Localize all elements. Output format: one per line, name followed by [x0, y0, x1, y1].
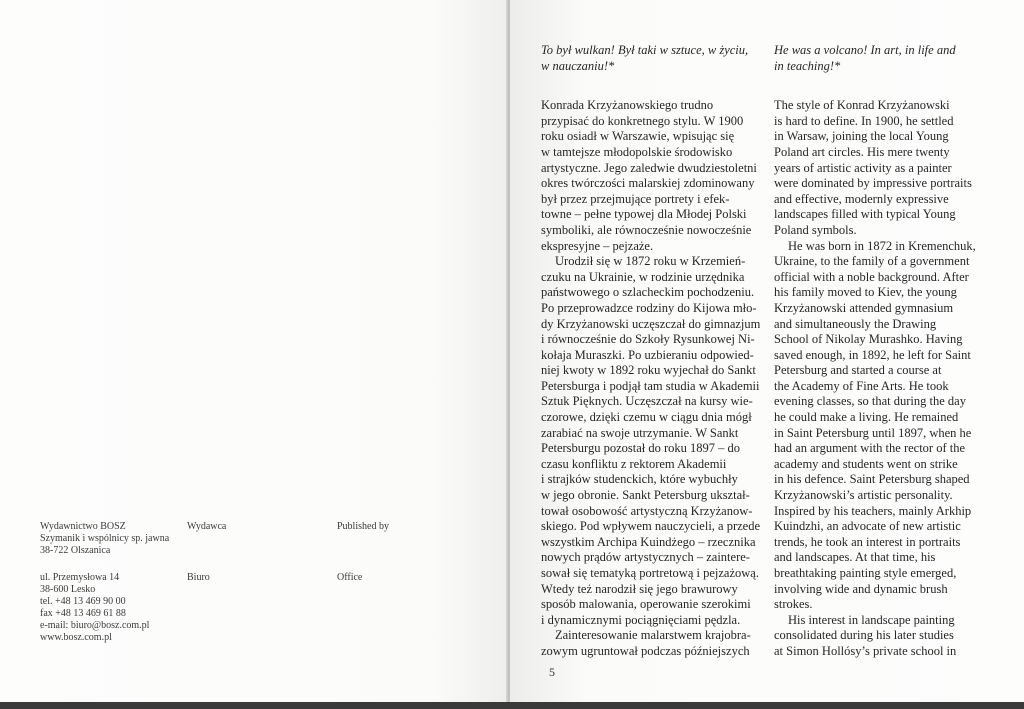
text-line: official with a noble background. After [774, 269, 969, 284]
polish-column [541, 43, 773, 660]
imprint-line: ul. Przemysłowa 14 [40, 572, 120, 583]
imprint-line: Wydawnictwo BOSZ [40, 521, 126, 532]
text-line: He was born in 1872 in Kremenchuk, [788, 238, 976, 253]
text-line: państwowego o szlacheckim pochodzeniu. [541, 285, 755, 300]
text-line: wszystkim Archipa Kuindżego – rzecznika [541, 534, 756, 549]
text-line: zarabiać na swoje utrzymanie. W Sankt [541, 425, 739, 440]
text-line: był przez przejmujące portrety i efek- [541, 191, 730, 206]
english-motto [774, 43, 1018, 74]
motto-line: He was a volcano! In art, in life and [774, 43, 956, 57]
text-line: tował osobowość artystyczną Krzyżanow- [541, 503, 753, 518]
text-line: years of artistic activity as a painter [774, 160, 952, 175]
text-line: at Simon Hollósy’s private school in [774, 643, 957, 658]
motto-line: in teaching!* [774, 58, 841, 73]
text-line: w jego obronie. Sankt Petersburg ukształ- [541, 488, 750, 503]
text-line: The style of Konrad Krzyżanowski [774, 98, 950, 113]
text-line: przypisać do konkretnego stylu. W 1900 [541, 113, 744, 128]
text-line: Zainteresowanie malarstwem krajobra- [555, 628, 751, 643]
text-line: academy and students went on strike [774, 456, 958, 471]
text-line: symboliki, ale równocześnie nowocześnie [541, 222, 752, 237]
text-line: breathtaking painting style emerged, [774, 566, 957, 580]
text-line: i dynamicznymi pociągnięciami pędzla. [541, 612, 741, 627]
text-line: dy Krzyżanowski uczęszczał do gimnazjum [541, 316, 761, 331]
text-line: School of Nikolay Murashko. Having [774, 332, 963, 347]
text-line: in Saint Petersburg until 1897, when he [774, 425, 972, 440]
text-line: Konrada Krzyżanowskiego trudno [541, 98, 714, 113]
text-line: Inspired by his teachers, mainly Arkhip [774, 503, 972, 518]
text-line: sował się tematyką portretową i pejzażową. [541, 566, 759, 580]
text-line: Petersburga i podjął tam studia w Akademii [541, 378, 760, 393]
imprint-publisher-address [40, 521, 169, 557]
text-line: Wtedy też narodził się jego brawurowy [541, 581, 738, 596]
label-office-en: Office [337, 572, 363, 583]
imprint-office-address [40, 572, 149, 644]
text-line: sposób malowania, operowanie szerokimi [541, 597, 751, 612]
text-line: evening classes, so that during the day [774, 394, 966, 409]
text-line: his family moved to Kiev, the young [774, 285, 957, 300]
text-line: kołaja Muraszki. Po uzbieraniu odpowied- [541, 347, 754, 362]
english-column [774, 43, 1018, 660]
label-office-pl: Biuro [187, 572, 210, 583]
imprint-line: tel. +48 13 469 90 00 [40, 596, 126, 607]
text-line: roku osiadł w Warszawie, wpisując się [541, 129, 735, 144]
polish-body-text [541, 98, 773, 659]
text-line: Krzyżanowski’s artistic personality. [774, 488, 953, 503]
text-line: saved enough, in 1892, he left for Saint [774, 347, 971, 362]
motto-line: w nauczaniu!* [541, 58, 615, 73]
text-line: artystyczne. Jego zaledwie dwudziestoletni [541, 160, 757, 175]
text-line: nowych prądów artystycznych – zaintere- [541, 550, 750, 565]
text-line: and landscapes. At that time, his [774, 550, 936, 565]
label-publisher-pl: Wydawca [187, 521, 227, 532]
text-line: niej kwoty w 1892 roku wyjechał do Sankt [541, 363, 756, 378]
text-line: Kuindzhi, an advocate of new artistic [774, 519, 961, 534]
text-line: w tamtejsze młodopolskie środowisko [541, 144, 733, 159]
imprint-line: 38-600 Lesko [40, 584, 96, 595]
text-line: is hard to define. In 1900, he settled [774, 113, 954, 128]
text-line: zowym ugruntował podczas późniejszych [541, 643, 750, 658]
imprint-line: www.bosz.com.pl [40, 632, 112, 643]
text-line: and simultaneously the Drawing [774, 316, 937, 331]
text-line: towne – pełne typowej dla Młodej Polski [541, 207, 747, 222]
text-line: trends, he took an interest in portraits [774, 534, 961, 549]
text-line: Poland art circles. His mere twenty [774, 144, 950, 159]
text-line: Petersburg and started a course at [774, 363, 942, 378]
text-line: ekspresyjne – pejzaże. [541, 238, 654, 253]
text-line: okres twórczości malarskiej zdominowany [541, 176, 755, 191]
text-line: had an argument with the rector of the [774, 441, 966, 456]
text-line: Ukraine, to the family of a government [774, 254, 970, 269]
text-line: involving wide and dynamic brush [774, 581, 948, 596]
imprint-line: 38-722 Olszanica [40, 545, 111, 556]
imprint-line: Szymanik i wspólnicy sp. jawna [40, 533, 170, 544]
english-body-text [774, 98, 1018, 659]
text-line: strokes. [774, 597, 813, 612]
imprint-line: e-mail: biuro@bosz.com.pl [40, 620, 150, 631]
text-line: Petersburgu pozostał do roku 1897 – do [541, 441, 741, 456]
text-line: His interest in landscape painting [788, 612, 955, 627]
text-line: czuku na Ukrainie, w rodzinie urzędnika [541, 269, 745, 284]
motto-line: To był wulkan! Był taki w sztuce, w życiu, [541, 43, 749, 57]
page-number: 5 [549, 665, 555, 679]
text-line: and effective, modernly expressive [774, 191, 949, 206]
text-line: skiego. Pod wpływem nauczycieli, a przede [541, 519, 761, 534]
right-page [510, 0, 1024, 702]
text-line: Poland symbols. [774, 222, 857, 237]
text-line: i strajków studenckich, które wybuchły [541, 472, 738, 487]
text-line: Sztuk Pięknych. Uczęszczał na kursy wie- [541, 394, 753, 409]
label-publisher-en: Published by [337, 521, 389, 532]
polish-motto [541, 43, 773, 74]
text-line: Urodził się w 1872 roku w Krzemień- [555, 254, 746, 269]
text-line: in his defence. Saint Petersburg shaped [774, 472, 970, 487]
text-line: he could make a living. He remained [774, 410, 959, 425]
text-line: were dominated by impressive portraits [774, 176, 972, 191]
text-line: Po przeprowadzce rodziny do Kijowa mło- [541, 300, 757, 315]
text-line: the Academy of Fine Arts. He took [774, 378, 949, 393]
text-line: consolidated during his later studies [774, 628, 954, 643]
left-page [0, 0, 508, 702]
text-line: i równocześnie do Szkoły Rysunkowej Ni- [541, 332, 755, 347]
text-line: landscapes filled with typical Young [774, 207, 956, 222]
text-line: czasu konfliktu z rektorem Akademii [541, 456, 727, 471]
imprint-line: fax +48 13 469 61 88 [40, 608, 126, 619]
text-line: Krzyżanowski attended gymnasium [774, 300, 954, 315]
text-line: in Warsaw, joining the local Young [774, 129, 949, 144]
text-line: czorowe, dzięki czemu w ciągu dnia mógł [541, 410, 752, 425]
